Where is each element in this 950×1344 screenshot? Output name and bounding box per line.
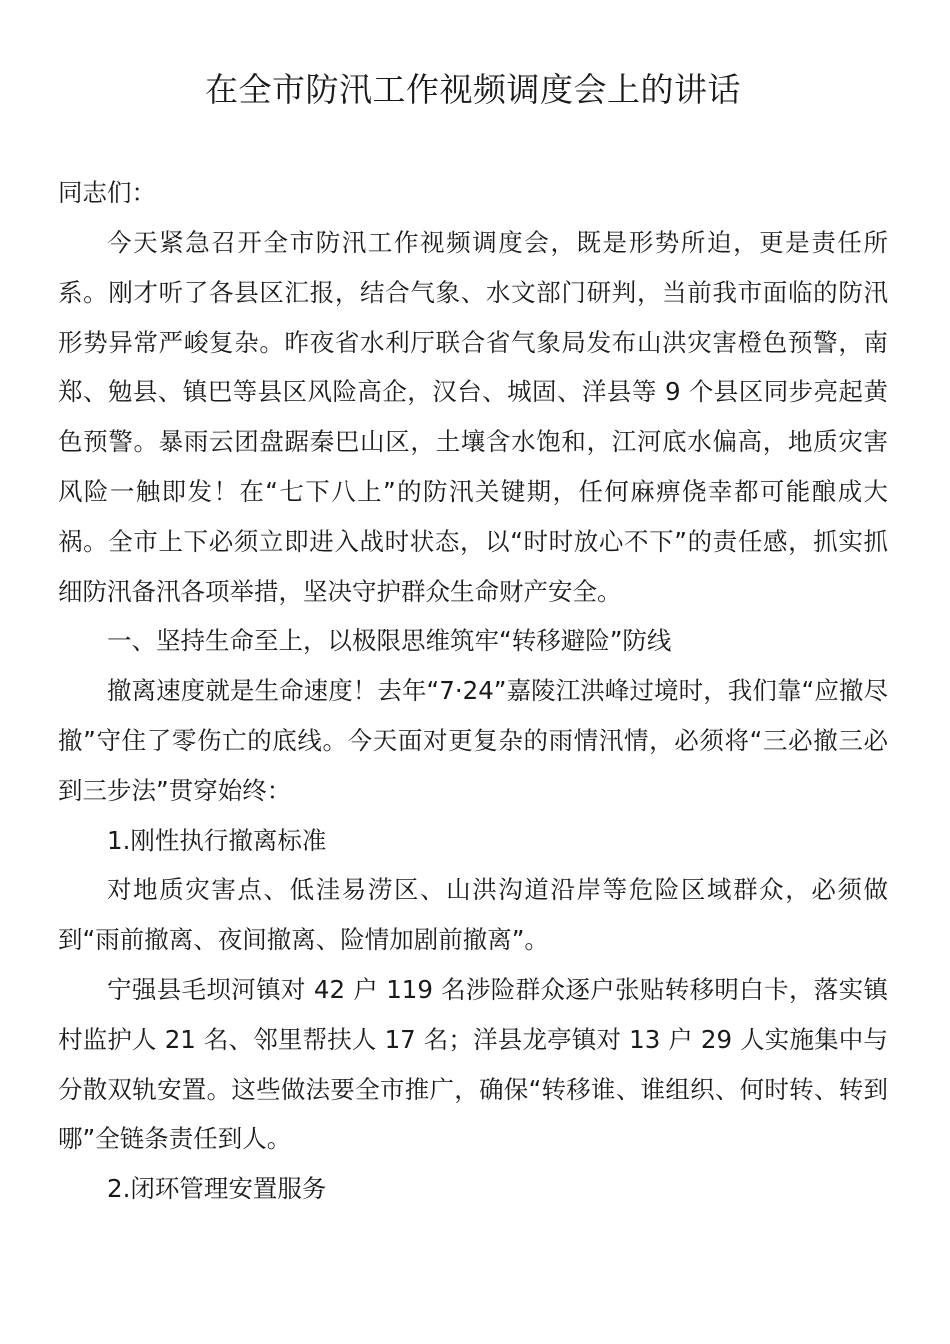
salutation: 同志们：: [58, 178, 156, 207]
subheading-2: 2.闭环管理安置服务: [107, 1174, 327, 1204]
subheading-1: 1.刚性执行撤离标准: [107, 825, 327, 855]
paragraph-intro: 今天紧急召开全市防汛工作视频调度会，既是形势所迫，更是责任所系。刚才听了各县区汇报，结合气象、水文部门研判，当前我市面临的防汛形势异常严峻复杂。昨夜省水利厅联合省气象局发布山洪灾害橙色预警，南郑、勉县、镇巴等县区风险高企，汉台、城固、洋县等 9 个县区同步亮起黄色预警。暴雨云团盘踞秦巴山区，土壤含水饱和，江河底水偏高，地质灾害风险一触即发！在“七下八上”的防汛关键期，任何麻痹侥幸都可能酿成大祸。全市上下必须立即进入战时状态，以“时时放心不下”的责任感，抓实抓细防汛备汛各项举措，坚决守护群众生命财产安全。: [58, 228, 888, 606]
section-heading-1: 一、坚持生命至上，以极限思维筑牢“转移避险”防线: [107, 626, 672, 656]
document-title: 在全市防汛工作视频调度会上的讲话: [205, 70, 741, 109]
paragraph-evacuation-speed: 撤离速度就是生命速度！去年“7·24”嘉陵江洪峰过境时，我们靠“应撤尽撤”守住了零伤亡的底线。今天面对更复杂的雨情汛情，必须将“三必撤三必到三步法”贯穿始终：: [58, 676, 888, 805]
paragraph-example-cases: 宁强县毛坝河镇对 42 户 119 名涉险群众逐户张贴转移明白卡，落实镇村监护人 21 名、邻里帮扶人 17 名；洋县龙亭镇对 13 户 29 人实施集中与分散双轨安置。这些做法要全市推广，确保“转移谁、谁组织、何时转、转到哪”全链条责任到人。: [58, 974, 888, 1154]
paragraph-evacuation-standard: 对地质灾害点、低洼易涝区、山洪沟道沿岸等危险区域群众，必须做到“雨前撤离、夜间撤离、险情加剧前撤离”。: [58, 875, 888, 955]
